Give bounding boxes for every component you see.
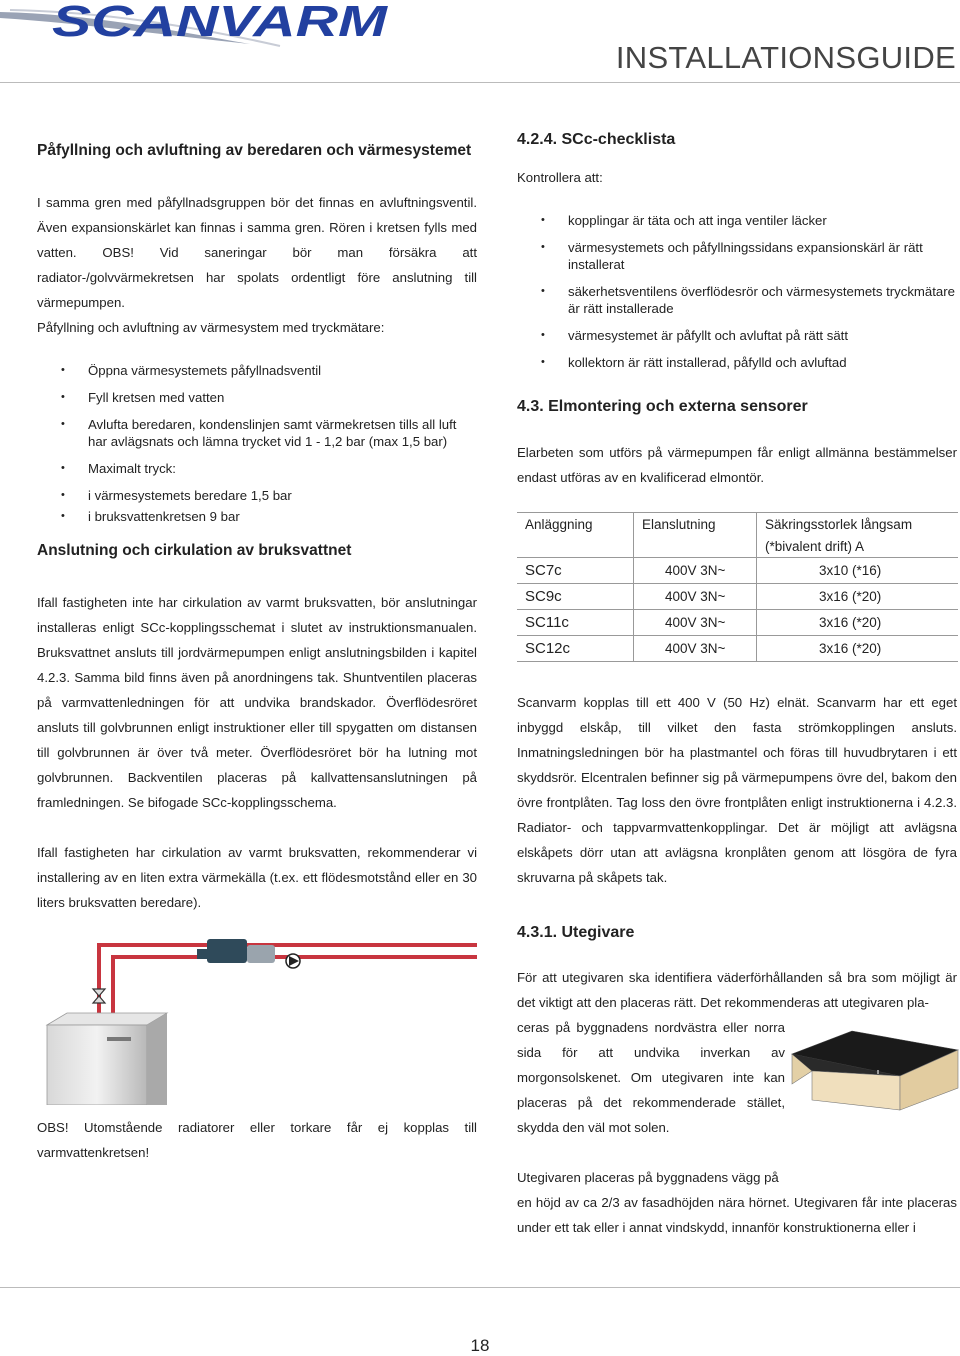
list-item: • i värmesystemets beredare 1,5 bar xyxy=(37,487,477,504)
table-row xyxy=(517,558,958,584)
footer-divider xyxy=(0,1287,960,1288)
table-cell: 3x16 (*20) xyxy=(757,584,959,610)
paragraph-circulation: Ifall fastigheten har cirkulation av varmt bruksvatten, rekommenderar vi installering av en liten extra värmekälla (t.ex. ett flödesmotstånd eller en 30 liters bruksvatten beredare). xyxy=(37,845,477,910)
heat-pump-connection-illustration xyxy=(37,925,477,1105)
table-cell: SC11c xyxy=(517,610,634,636)
paragraph-sensor-placement-a: Utegivaren placeras på byggnadens vägg på xyxy=(517,1170,779,1185)
checklist-intro: Kontrollera att: xyxy=(517,170,603,185)
table-cell: 400V 3N~ xyxy=(634,610,757,636)
section-heading-fill-bleed: Påfyllning och avluftning av beredaren och värmesystemet xyxy=(37,142,472,159)
paragraph-fill-pressure-intro: Påfyllning och avluftning av värmesystem med tryckmätare: xyxy=(37,320,385,335)
left-column xyxy=(37,142,477,160)
page-title: INSTALLATIONSGUIDE xyxy=(615,40,956,75)
table-row xyxy=(517,610,958,636)
section-heading-outdoor-sensor: 4.3.1. Utegivare xyxy=(517,924,635,941)
paragraph-sensor-placement-b: en höjd av ca 2/3 av fasadhöjden nära hörnet. Utegivaren får inte placeras under ett tak eller i annat vindskydd, innanför konstruktionerna eller i xyxy=(517,1195,957,1235)
list-item: • Avlufta beredaren, kondenslinjen samt värmekretsen tills all luft har avlägsnats och lämna trycket vid 1 - 1,2 bar (max 1,5 bar) xyxy=(37,416,477,450)
house-illustration xyxy=(790,1028,960,1113)
list-item: • Öppna värmesystemets påfyllnadsventil xyxy=(37,362,477,379)
table-cell: SC9c xyxy=(517,584,634,610)
table-header-row xyxy=(517,513,958,536)
table-cell: 3x16 (*20) xyxy=(757,610,959,636)
paragraph-fill-intro: I samma gren med påfyllnadsgruppen bör det finnas en avluftningsventil. Även expansionskärlet kan finnas i samma gren. Rören i kretsen fylls med vatten. OBS! Vid saneringar bör man försäkra att radiator-/golvvärmekretsen har spolats ordentligt före anslutning till värmepumpen. xyxy=(37,195,477,310)
paragraph-hot-water-connection: Ifall fastigheten inte har cirkulation av varmt bruksvatten, bör anslutningar installeras enligt SCc-kopplingsschemat i slutet av instruktionsmanualen. Bruksvattnet ansluts till jordvärmepumpen enligt anslutningsbilden i kapitel 4.2.3. Samma bild finns även på anordningens tak. Shuntventilen placeras på varmvattenledningen för att undvika brandskador. Överflödesröret ansluts till golvbrunnen enligt instruktioner eller till spygatten om distansen till golvbrunnen är över två meter. Överflödesröret bör ha lutning mot golvbrunnen. Backventilen placeras på kallvattensanslutningen på framledningen. Se bifogade SCc-kopplingsschema. xyxy=(37,595,477,810)
header-divider xyxy=(0,82,960,83)
table-header-cell: (*bivalent drift) A xyxy=(757,535,959,558)
table-cell: 400V 3N~ xyxy=(634,636,757,662)
table-header-cell: Elanslutning xyxy=(634,513,757,558)
table-cell: 3x10 (*16) xyxy=(757,558,959,584)
section-heading-checklist: 4.2.4. SCc-checklista xyxy=(517,131,676,148)
list-item: • Fyll kretsen med vatten xyxy=(37,389,477,406)
fill-steps-list xyxy=(37,362,477,525)
table-header-cell: Säkringsstorlek långsam xyxy=(757,513,959,536)
paragraph-sensor-a: För att utegivaren ska identifiera väderförhållanden så bra som möjligt är det viktigt att den placeras rätt. Det rekommenderas att utegivaren pla- xyxy=(517,970,957,1010)
list-item: • kollektorn är rätt installerad, påfylld och avluftad xyxy=(517,354,957,371)
paragraph-electrical-intro: Elarbeten som utförs på värmepumpen får enligt allmänna bestämmelser endast utföras av en kvalificerad elmontör. xyxy=(517,445,957,485)
list-item: • värmesystemet är påfyllt och avluftat på rätt sätt xyxy=(517,327,957,344)
section-heading-hot-water: Anslutning och cirkulation av bruksvattnet xyxy=(37,542,352,559)
table-row xyxy=(517,584,958,610)
fuse-table xyxy=(517,512,958,662)
table-cell: SC12c xyxy=(517,636,634,662)
brand-wordmark: SCANVARM xyxy=(52,0,389,46)
table-cell: 400V 3N~ xyxy=(634,584,757,610)
section-heading-electrical: 4.3. Elmontering och externa sensorer xyxy=(517,398,808,415)
list-item: • säkerhetsventilens överflödesrör och värmesystemets tryckmätare är rätt installerade xyxy=(517,283,957,317)
list-item: • i bruksvattenkretsen 9 bar xyxy=(37,508,477,525)
scanvarm-logo xyxy=(0,0,400,60)
list-item: • kopplingar är täta och att inga ventiler läcker xyxy=(517,212,957,229)
checklist xyxy=(517,212,957,371)
table-header-cell: Anläggning xyxy=(517,513,634,558)
page-number: 18 xyxy=(470,1336,490,1355)
list-item: • Maximalt tryck: xyxy=(37,460,477,477)
list-item: • värmesystemets och påfyllningssidans expansionskärl är rätt installerat xyxy=(517,239,957,273)
table-row xyxy=(517,636,958,662)
paragraph-obs-warning: OBS! Utomstående radiatorer eller torkare får ej kopplas till varmvattenkretsen! xyxy=(37,1120,477,1160)
table-cell: 400V 3N~ xyxy=(634,558,757,584)
paragraph-sensor-b: ceras på byggnadens nordvästra eller norra sida för att undvika inverkan av morgonsolskenet. Om utegivaren inte kan placeras på det rekommenderade stället, skydda den väl mot solen. xyxy=(517,1020,785,1135)
table-cell: 3x16 (*20) xyxy=(757,636,959,662)
table-cell: SC7c xyxy=(517,558,634,584)
paragraph-power-connection: Scanvarm kopplas till ett 400 V (50 Hz) elnät. Scanvarm har ett eget inbyggd elskåp, till vilket den fasta strömkopplingen ansluts. Inmatningsledningen bör ha plastmantel och föras till huvudbrytaren i ett skyddsrör. Elcentralen befinner sig på värmepumpens övre del, bakom den övre frontplåten. Tag loss den övre frontplåten enligt instruktionerna i 4.2.3. Radiator- och tappvarmvattenkopplingar. Det är möjligt att avlägsna elskåpets dörr utan att avlägsna kronplåten genom att lösgöra de fyra skruvarna på skåpets tak. xyxy=(517,695,957,885)
